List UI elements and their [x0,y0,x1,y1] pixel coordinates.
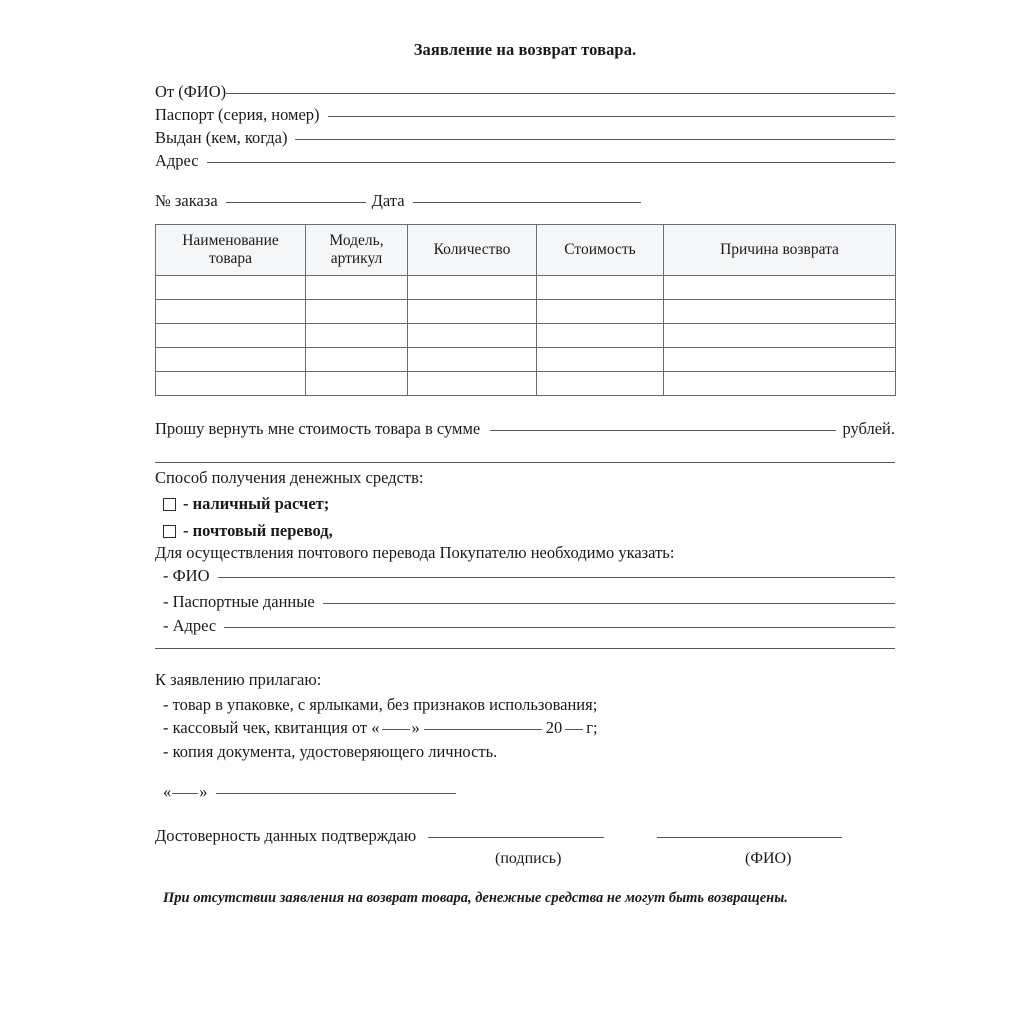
cell-price[interactable] [537,324,664,348]
signature-captions [155,850,895,872]
payment-option-cash[interactable] [163,494,329,514]
attachment-item-id-copy: - копия документа, удостоверяющего личность. [163,742,498,761]
field-label-address: Адрес [155,151,199,170]
cell-quantity[interactable] [408,324,537,348]
table-row [156,276,896,300]
table-row [156,324,896,348]
signature-row [155,826,895,846]
table-row [156,348,896,372]
field-input-postal-fio[interactable] [218,577,896,578]
page-title: Заявление на возврат товара. [413,40,637,59]
postal-transfer-note: Для осуществления почтового перевода Покупателю необходимо указать: [155,543,675,562]
field-row-issued-by [155,128,895,148]
sign-date-month-year-input[interactable] [216,793,456,794]
field-row-postal-passport [163,592,895,612]
field-label-order-date: Дата [371,191,405,210]
signature-block [155,826,895,872]
cell-name[interactable] [156,276,306,300]
goods-table [155,224,896,396]
field-input-postal-address-continuation[interactable] [155,648,895,649]
cell-price[interactable] [537,348,664,372]
caption-fio: (ФИО) [745,850,792,867]
field-row-postal-address [163,616,895,636]
field-label-postal-address: - Адрес [163,616,217,635]
field-input-fio[interactable] [226,93,895,94]
cell-reason[interactable] [664,348,896,372]
field-label-fio: От (ФИО) [155,82,227,101]
cell-price[interactable] [537,300,664,324]
receipt-close-quote: » [411,718,420,737]
cell-quantity[interactable] [408,348,537,372]
attachment-item-packaging: - товар в упаковке, с ярлыками, без признаков использования; [163,695,598,714]
checkbox-icon[interactable] [163,498,176,511]
receipt-prefix-label: - кассовый чек, квитанция от « [163,718,380,737]
payment-method-heading: Способ получения денежных средств: [155,468,424,487]
table-row [156,300,896,324]
cell-reason[interactable] [664,276,896,300]
payment-option-postal-label: - почтовый перевод, [183,521,333,540]
receipt-year-suffix: г; [586,718,598,737]
field-label-postal-fio: - ФИО [163,566,210,585]
cell-name[interactable] [156,372,306,396]
cell-quantity[interactable] [408,276,537,300]
receipt-year-input[interactable] [565,729,583,730]
field-input-postal-address[interactable] [224,627,895,628]
section-divider [155,462,895,463]
sign-date-close-quote: » [199,782,208,801]
column-header-quantity: Количество [408,225,537,276]
cell-price[interactable] [537,276,664,300]
cell-model[interactable] [306,324,408,348]
field-label-order-number: № заказа [155,191,218,210]
cell-model[interactable] [306,372,408,396]
column-header-model: Модель, артикул [306,225,408,276]
receipt-day-input[interactable] [382,729,410,730]
field-input-order-number[interactable] [226,202,366,203]
field-input-postal-passport[interactable] [323,603,895,604]
field-row-postal-fio [163,566,895,586]
sign-date-open-quote: « [163,782,172,801]
cell-reason[interactable] [664,372,896,396]
signature-statement-label: Достоверность данных подтверждаю [155,826,417,845]
field-label-passport: Паспорт (серия, номер) [155,105,320,124]
caption-signature: (подпись) [495,850,562,867]
cell-model[interactable] [306,276,408,300]
field-row-fio [155,82,895,102]
checkbox-icon[interactable] [163,525,176,538]
cell-name[interactable] [156,300,306,324]
signature-fio-input[interactable] [657,837,842,838]
cell-price[interactable] [537,372,664,396]
refund-amount-input[interactable] [490,430,836,431]
field-label-issued-by: Выдан (кем, когда) [155,128,288,147]
column-header-price: Стоимость [537,225,664,276]
cell-quantity[interactable] [408,300,537,324]
refund-currency-label: рублей. [842,419,895,438]
field-row-address [155,151,895,171]
cell-reason[interactable] [664,324,896,348]
cell-reason[interactable] [664,300,896,324]
cell-name[interactable] [156,324,306,348]
refund-request-label: Прошу вернуть мне стоимость товара в сумме [155,419,481,438]
field-row-passport [155,105,895,125]
receipt-month-input[interactable] [424,729,542,730]
payment-option-postal[interactable] [163,521,333,541]
payment-option-cash-label: - наличный расчет; [183,494,330,513]
sign-date-day-input[interactable] [172,793,198,794]
cell-model[interactable] [306,348,408,372]
signature-input[interactable] [428,837,604,838]
cell-quantity[interactable] [408,372,537,396]
field-row-order [155,191,895,211]
refund-amount-row [155,419,895,439]
field-input-passport[interactable] [328,116,895,117]
attachment-item-receipt [163,718,598,738]
cell-name[interactable] [156,348,306,372]
footer-note: При отсутствии заявления на возврат товара, денежные средства не могут быть возвращены. [163,890,788,906]
cell-model[interactable] [306,300,408,324]
column-header-name: Наименование товара [156,225,306,276]
field-input-issued-by[interactable] [295,139,895,140]
sign-date-row [163,782,456,802]
table-header-row [156,225,896,276]
attachments-heading: К заявлению прилагаю: [155,670,322,689]
field-input-address[interactable] [207,162,895,163]
table-row [156,372,896,396]
field-input-order-date[interactable] [413,202,641,203]
receipt-year-prefix: 20 [545,718,563,737]
column-header-reason: Причина возврата [664,225,896,276]
field-label-postal-passport: - Паспортные данные [163,592,315,611]
